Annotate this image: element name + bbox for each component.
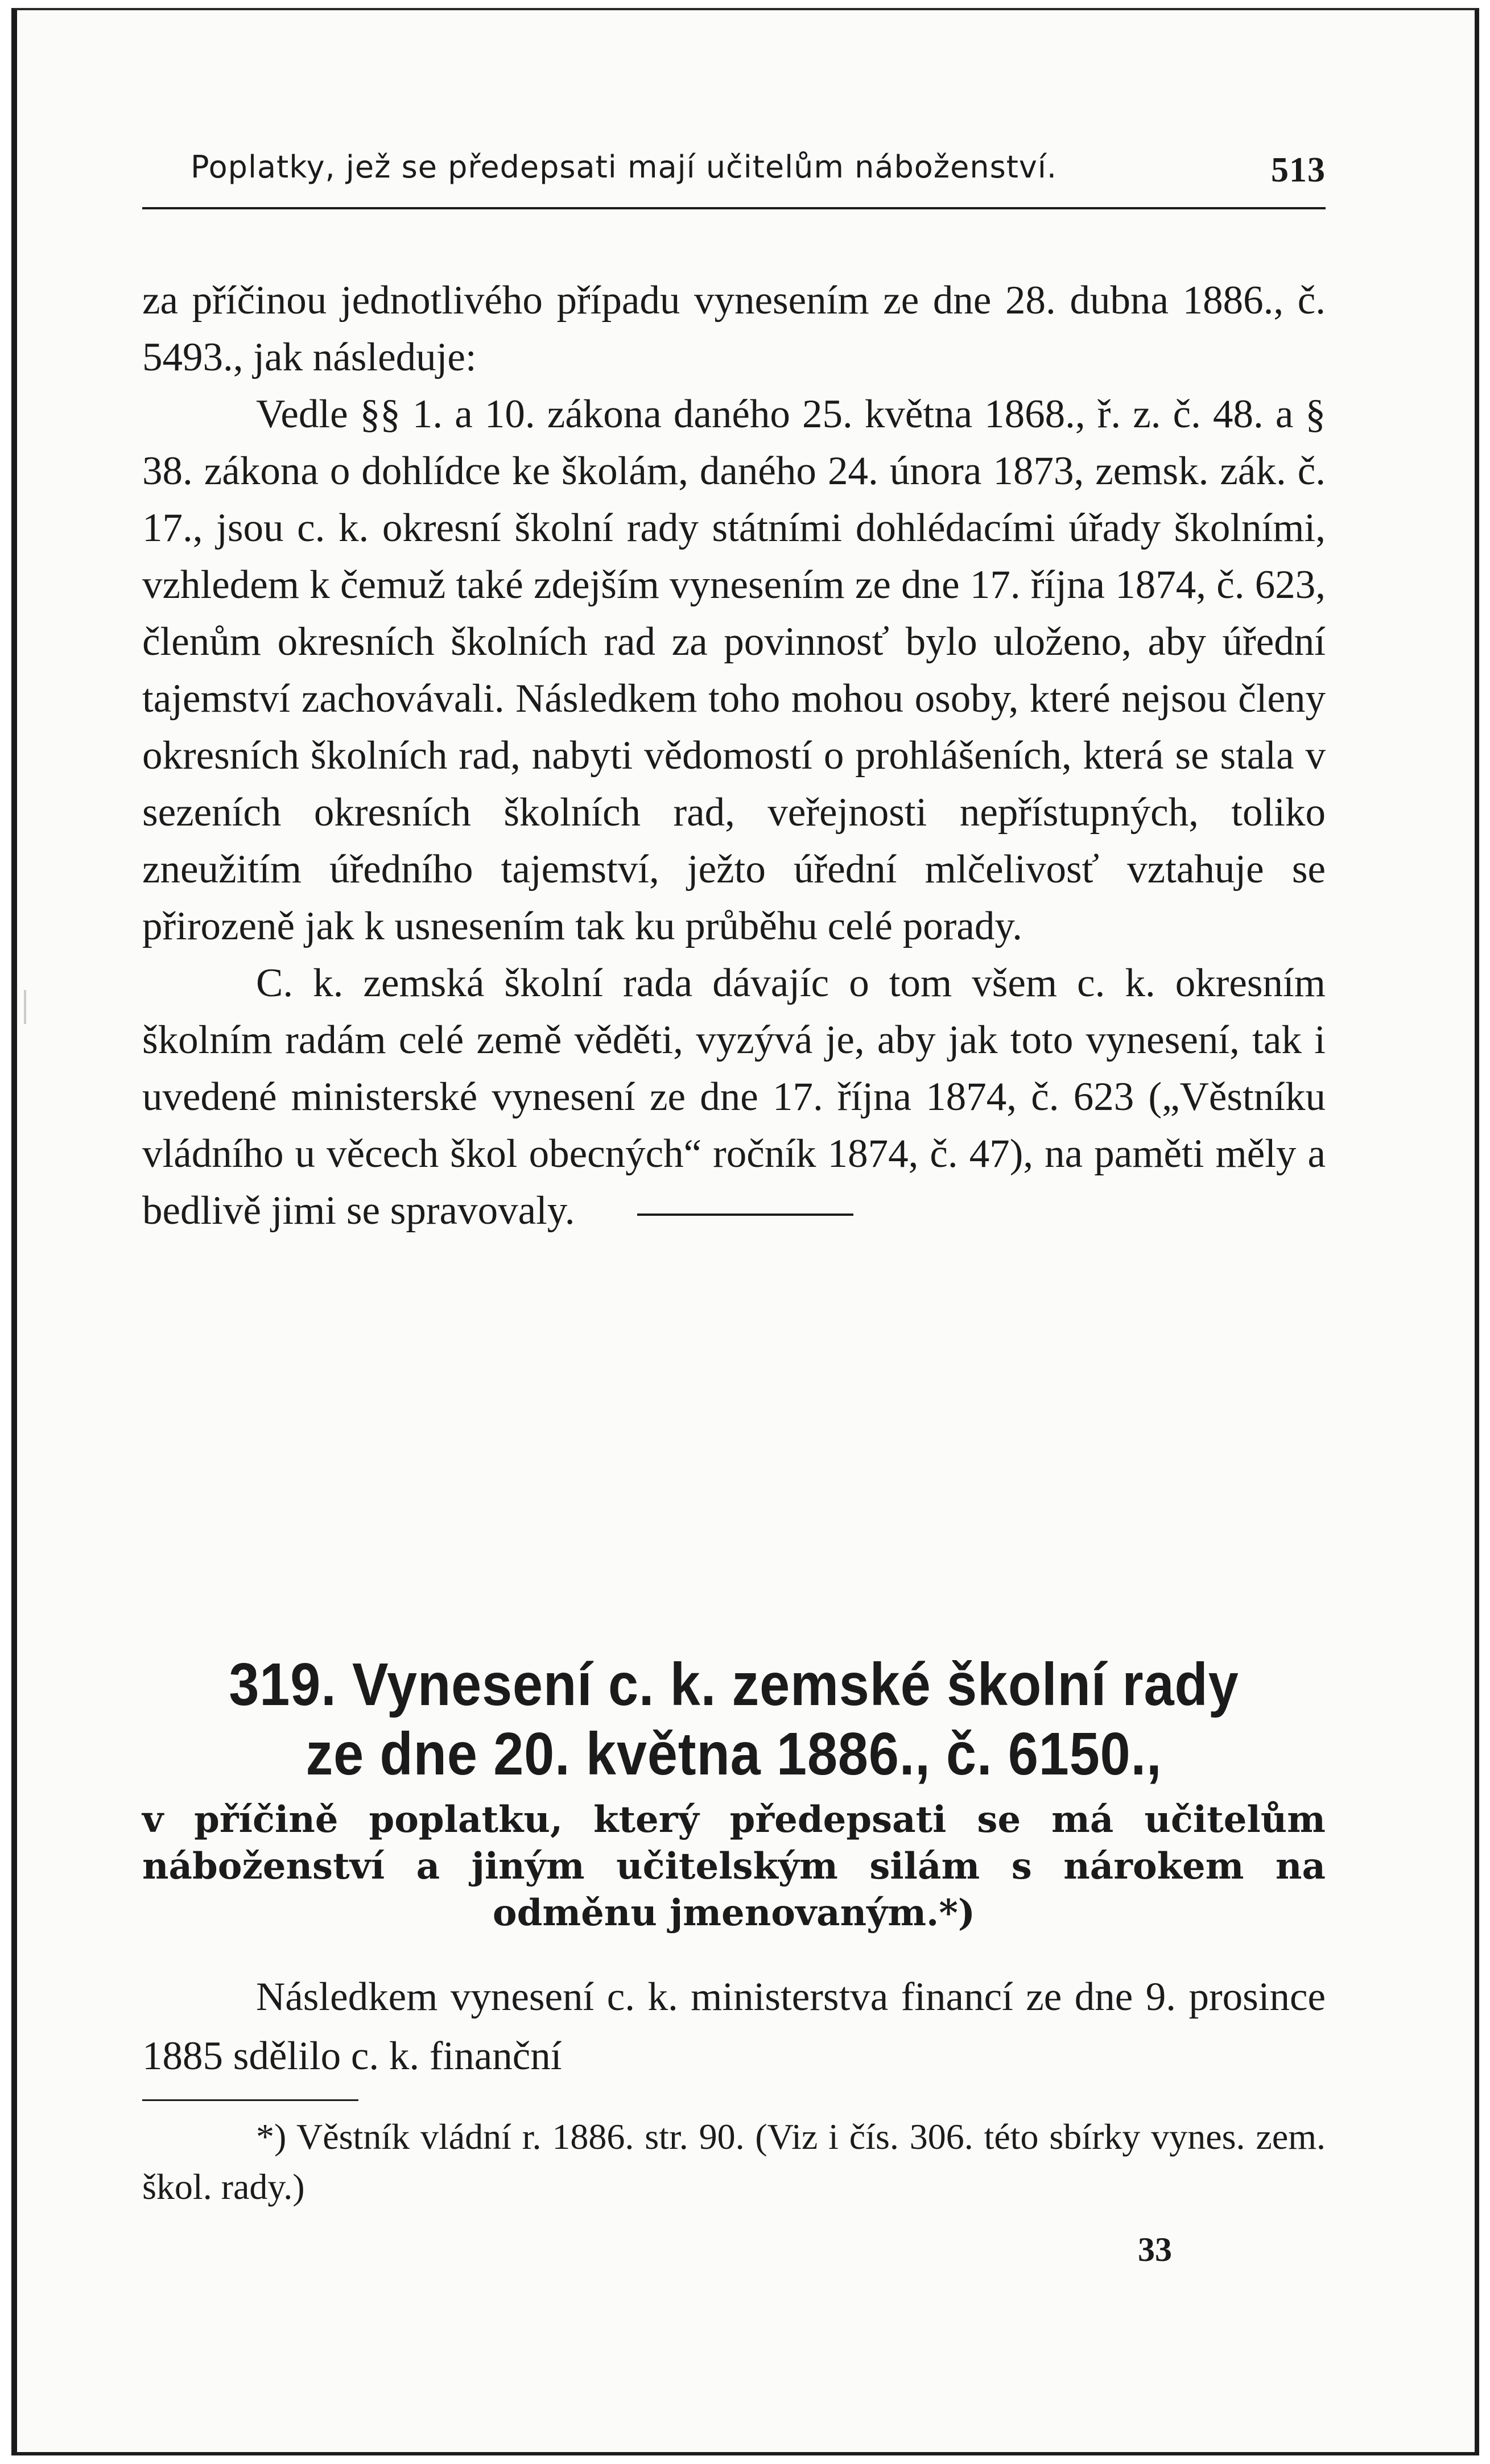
paragraph-3 (142, 955, 1326, 1239)
section-end-rule (637, 1214, 853, 1216)
section-heading-line-1: 319. Vynesení c. k. zemské školní rady (229, 1651, 1239, 1718)
footnote-rule (142, 2099, 358, 2101)
paragraph-1: za příčinou jednotlivého případu vynesením ze dne 28. dubna 1886., č. 5493., jak následuje: (142, 278, 1326, 379)
section-heading-line-2: ze dne 20. května 1886., č. 6150., (306, 1720, 1162, 1788)
header-rule (142, 207, 1326, 209)
footnote-text: *) Věstník vládní r. 1886. str. 90. (Viz i čís. 306. této sbírky vynes. zem. škol. rady.) (142, 2116, 1326, 2207)
scan-artifact (24, 990, 26, 1024)
footnote (142, 2112, 1326, 2212)
paragraph-3-text: C. k. zemská školní rada dávajíc o tom všem c. k. okresním školním radám celé země věděti, vyzývá je, aby jak toto vynesení, tak i uvedené ministerské vynesení ze dne 17. října 1874, č. 623 („Věstníku vládního u věcech škol obecných“ ročník 1874, č. 47), na paměti měly a bedlivě jimi se spravovaly. (142, 961, 1326, 1233)
section-subheading: v příčině poplatku, který předepsati se má učitelům náboženství a jiným učitelským silám s nárokem na odměnu jmenovaným.*) (142, 1798, 1326, 1934)
section-heading (142, 1650, 1326, 1937)
section-body (142, 1967, 1326, 2086)
running-head-title: Poplatky, jež se předepsati mají učitelům náboženství. (191, 149, 1057, 185)
paragraph-2: Vedle §§ 1. a 10. zákona daného 25. května 1868., ř. z. č. 48. a § 38. zákona o dohlídce ke školám, daného 24. února 1873, zemsk. zák. č. 17., jsou c. k. okresní školní rady státními dohlédacími úřady školními, vzhledem k čemuž také zdejším vynesením ze dne 17. října 1874, č. 623, členům okresních školních rad za povinnosť bylo uloženo, aby úřední tajemství zachovávali. Následkem toho mohou osoby, které nejsou členy okresních školních rad, nabyti vědomostí o prohlášeních, která se stala v sezeních okresních školních rad, veřejnosti nepřístupných, toliko zneužitím úředního tajemství, ježto úřední mlčelivosť vztahuje se přirozeně jak k usnesením tak ku průběhu celé porady. (142, 392, 1326, 948)
body-text (142, 272, 1326, 1239)
page-number: 513 (1271, 151, 1326, 189)
running-head (191, 149, 1326, 195)
signature-mark: 33 (1138, 2231, 1172, 2268)
section-paragraph: Následkem vynesení c. k. ministerstva financí ze dne 9. prosince 1885 sdělilo c. k. finanční (142, 1975, 1326, 2078)
